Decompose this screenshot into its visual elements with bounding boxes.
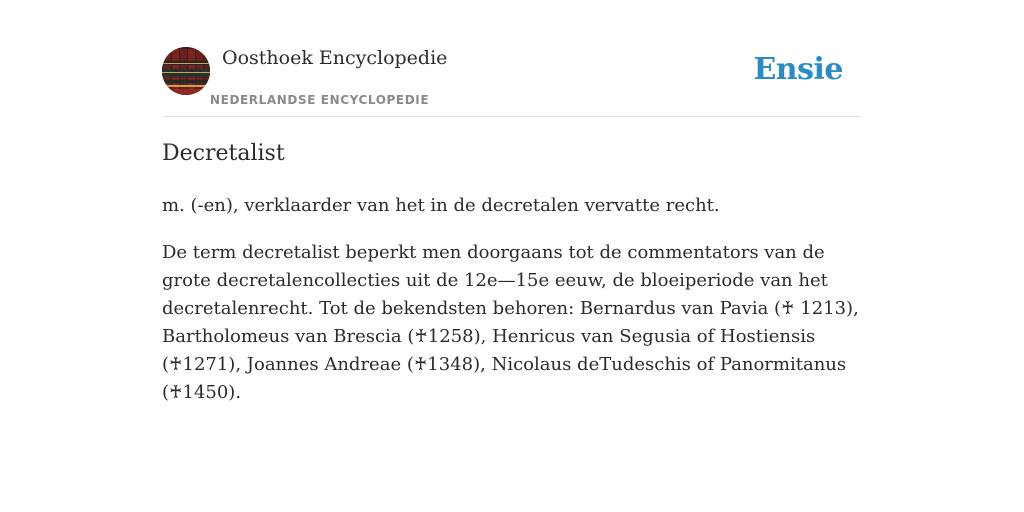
ensie-logo[interactable]: Ensie	[753, 52, 843, 87]
description-paragraph: De term decretalist beperkt men doorgaans tot de commentators van de grote decretalencollecties uit de 12e—15e eeuw, de bloeiperiode van het decretalenrecht. Tot de bekendsten behoren: Bernardus van Pavia (♰ 1213), Bartholomeus van Brescia (♰1258), Henricus van Segusia of Hostiensis (♰1271), Joannes Andreae (♰1348), Nicolaus deTudeschis of Panormitanus (♰1450).	[162, 242, 859, 403]
article-body	[162, 192, 862, 426]
books-image	[162, 47, 210, 95]
encyclopedia-books-avatar[interactable]	[162, 47, 210, 95]
definition-paragraph: m. (-en), verklaarder van het in de decretalen vervatte recht.	[162, 195, 720, 216]
site-title[interactable]: Oosthoek Encyclopedie	[222, 47, 448, 69]
article-title: Decretalist	[162, 141, 285, 166]
site-header	[162, 46, 862, 117]
site-subtitle: NEDERLANDSE ENCYCLOPEDIE	[210, 93, 430, 107]
